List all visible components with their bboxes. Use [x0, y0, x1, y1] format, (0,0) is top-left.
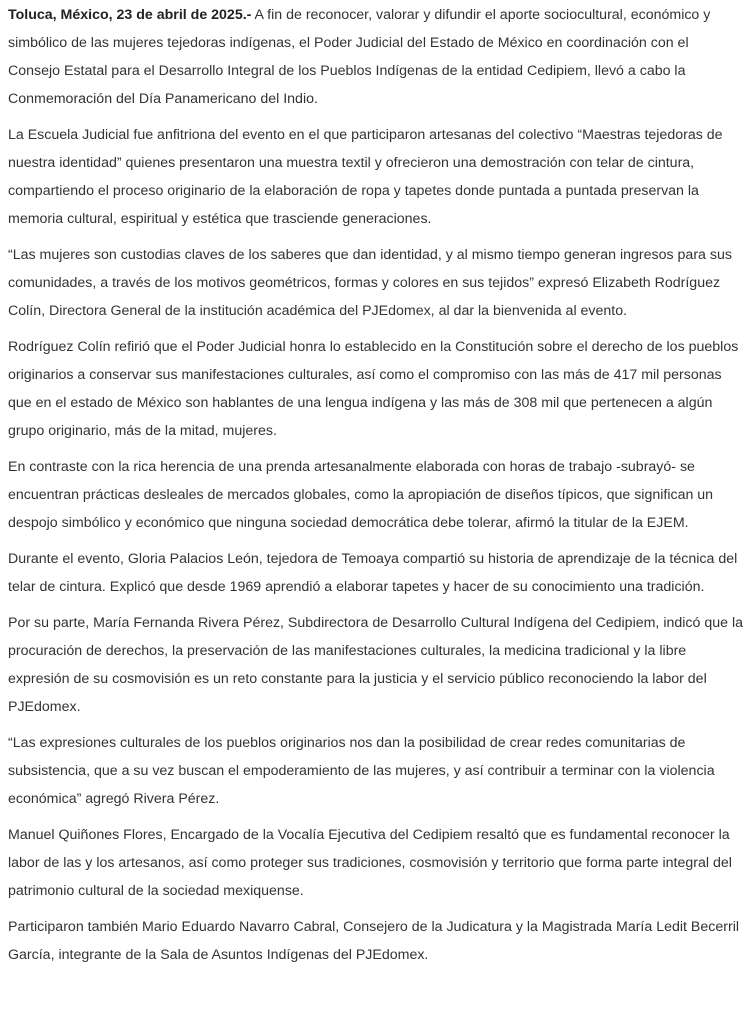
paragraph: “Las mujeres son custodias claves de los saberes que dan identidad, y al mismo tiempo generan ingresos para sus comunidades, a través de los motivos geométricos, formas y colores en sus tejidos” expresó Elizabeth Rodríguez Colín, Directora General de la institución académica del PJEdomex, al dar la bienvenida al evento. [8, 247, 732, 319]
paragraph: “Las expresiones culturales de los pueblos originarios nos dan la posibilidad de crear redes comunitarias de subsistencia, que a su vez buscan el empoderamiento de las mujeres, y así contribuir a terminar con la violencia económica” agregó Rivera Pérez. [8, 735, 715, 807]
lead-text: A fin de reconocer, valorar y difundir el aporte sociocultural, económico y simbólico de las mujeres tejedoras indígenas, el Poder Judicial del Estado de México en coordinación con el Consejo Estatal para el Desarrollo Integral de los Pueblos Indígenas de la entidad Cedipiem, llevó a cabo la Conmemoración del Día Panamericano del Indio. [8, 7, 711, 107]
paragraph: La Escuela Judicial fue anfitriona del evento en el que participaron artesanas del colectivo “Maestras tejedoras de nuestra identidad” quienes presentaron una muestra textil y ofrecieron una demostración con telar de cintura, compartiendo el proceso originario de la elaboración de ropa y tapetes donde puntada a puntada preservan la memoria cultural, espiritual y estética que trasciende generaciones. [8, 127, 723, 227]
dateline: Toluca, México, 23 de abril de 2025.- [8, 7, 252, 23]
paragraph: Participaron también Mario Eduardo Navarro Cabral, Consejero de la Judicatura y la Magistrada María Ledit Becerril García, integrante de la Sala de Asuntos Indígenas del PJEdomex. [8, 919, 740, 963]
article-body [0, 1, 750, 969]
paragraph: Manuel Quiñones Flores, Encargado de la Vocalía Ejecutiva del Cedipiem resaltó que es fundamental reconocer la labor de las y los artesanos, así como proteger sus tradiciones, cosmovisión y territorio que forma parte integral del patrimonio cultural de la sociedad mexiquense. [8, 827, 732, 899]
paragraph: En contraste con la rica herencia de una prenda artesanalmente elaborada con horas de trabajo -subrayó- se encuentran prácticas desleales de mercados globales, como la apropiación de diseños típicos, que significan un despojo simbólico y económico que ninguna sociedad democrática debe tolerar, afirmó la titular de la EJEM. [8, 459, 714, 531]
paragraph: Rodríguez Colín refirió que el Poder Judicial honra lo establecido en la Constitución sobre el derecho de los pueblos originarios a conservar sus manifestaciones culturales, así como el compromiso con las más de 417 mil personas que en el estado de México son hablantes de una lengua indígena y las más de 308 mil que pertenecen a algún grupo originario, más de la mitad, mujeres. [8, 339, 739, 439]
paragraph-lead [8, 1, 744, 113]
paragraph: Por su parte, María Fernanda Rivera Pérez, Subdirectora de Desarrollo Cultural Indígena del Cedipiem, indicó que la procuración de derechos, la preservación de las manifestaciones culturales, la medicina tradicional y la libre expresión de su cosmovisión es un reto constante para la justicia y el servicio público reconociendo la labor del PJEdomex. [8, 615, 743, 715]
paragraph: Durante el evento, Gloria Palacios León, tejedora de Temoaya compartió su historia de aprendizaje de la técnica del telar de cintura. Explicó que desde 1969 aprendió a elaborar tapetes y hacer de su conocimiento una tradición. [8, 551, 738, 595]
